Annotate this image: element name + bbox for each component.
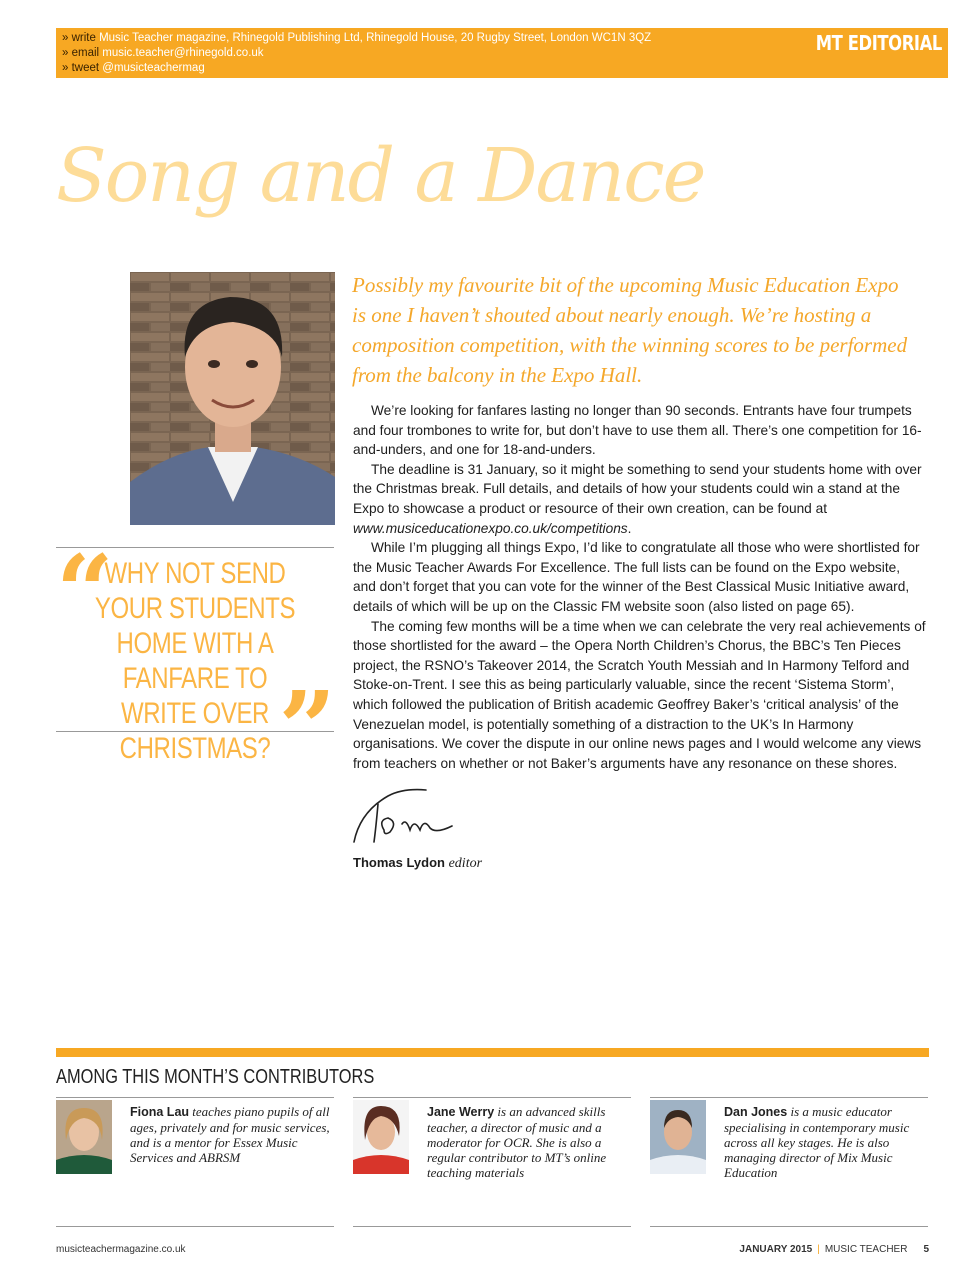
- contributor-card: [56, 1097, 334, 1227]
- contributor-card: [353, 1097, 631, 1227]
- footer-website[interactable]: musicteachermagazine.co.uk: [56, 1244, 186, 1255]
- body-paragraph: The coming few months will be a time when we can celebrate the very real achievements of those shortlisted for the award – the Opera North Children’s Chorus, the BBC’s Ten Pieces project, the RSNO’s Takeover 2014, the Scratch Youth Messiah and In Harmony Telford and Stoke-on-Trent. I see this as being particularly valuable, since the recent ‘Sistema Storm’, which followed the publication of British academic Geoffrey Baker’s ‘critical analysis’ of the Venezuelan model, is potentially something of a distraction to the UK’s In Harmony organisations. We cover the dispute in our online news pages and I would welcome any views from teachers on whether or not Baker’s arguments have any resonance on these shores.: [353, 618, 926, 771]
- article-body: [353, 401, 926, 773]
- contributor-bio: Jane Werry is an advanced skills teacher, a director of music and a moderator for OCR. She is also a regular contributor to MT’s online teaching materials: [427, 1104, 607, 1180]
- body-paragraph: While I’m plugging all things Expo, I’d like to congratulate all those who were shortlisted for the Music Teacher Awards For Excellence. The full lists can be found on the Expo website, and don’t forget that you can vote for the winner of the Best Classical Music Initiative award, details of which will be up on the Classic FM website soon (also listed on page 65).: [353, 540, 920, 614]
- editor-role: editor: [448, 856, 483, 871]
- avatar: [56, 1100, 112, 1174]
- contact-info: [62, 31, 651, 76]
- contributor-name: Dan Jones: [724, 1105, 788, 1119]
- footer-separator: |: [817, 1244, 820, 1255]
- contributor-bio: Fiona Lau teaches piano pupils of all ages, privately and for music services, and is a mentor for Essex Music Services and ABRSM: [130, 1104, 330, 1165]
- issue-date: JANUARY 2015: [739, 1244, 813, 1255]
- article-title: Song and a Dance: [56, 133, 705, 219]
- footer-issue-info: [739, 1244, 929, 1255]
- competition-link[interactable]: www.musiceducationexpo.co.uk/competitions: [353, 520, 628, 536]
- contributor-name: Jane Werry: [427, 1105, 495, 1119]
- contributor-card: [650, 1097, 928, 1227]
- editor-signature: [348, 782, 468, 852]
- contact-write: » write Music Teacher magazine, Rhinegold Publishing Ltd, Rhinegold House, 20 Rugby Street, London WC1N 3QZ: [62, 32, 652, 44]
- contributors-divider: [56, 1048, 929, 1057]
- editor-photo: [130, 272, 335, 525]
- close-quote-icon: ”: [278, 669, 336, 787]
- contributor-bio: Dan Jones is a music educator specialising in contemporary music across all key stages. He is also managing director of Mix Music Education: [724, 1104, 910, 1180]
- editor-name: Thomas Lydon: [353, 855, 445, 870]
- avatar: [650, 1100, 706, 1174]
- open-quote-icon: “: [56, 533, 114, 651]
- magazine-name: MUSIC TEACHER: [824, 1244, 908, 1255]
- page-number: 5: [923, 1244, 929, 1255]
- avatar: [353, 1100, 409, 1174]
- body-paragraph: We’re looking for fanfares lasting no longer than 90 seconds. Entrants have four trumpets and four trombones to write for, but don’t have to use them all. There’s one competition for 16-and-unders, and one for 18-and-unders.: [353, 403, 922, 458]
- header-bar: [56, 28, 948, 78]
- body-paragraph: The deadline is 31 January, so it might be something to send your students home with over the Christmas break. Full details, and details of how your students could win a stand at the Expo to showcase a product or resource of their own creation, can be found at www.musiceducationexpo.co.uk/competitions.: [353, 461, 922, 536]
- editor-credit: [353, 855, 482, 872]
- standfirst: Possibly my favourite bit of the upcoming Music Education Expo is one I haven’t shouted about nearly enough. We’re hosting a composition competition, with the winning scores to be performed from the balcony in the Expo Hall.: [352, 273, 908, 387]
- pull-quote: [56, 533, 336, 787]
- contributor-name: Fiona Lau: [130, 1105, 190, 1119]
- contributors-heading: AMONG THIS MONTH’S CONTRIBUTORS: [56, 1066, 375, 1088]
- contact-tweet[interactable]: » tweet @musicteachermag: [62, 62, 205, 74]
- pull-quote-text: WHY NOT SEND YOUR STUDENTS HOME WITH A FANFARE TO WRITE OVER CHRISTMAS?: [94, 557, 296, 765]
- contact-email[interactable]: » email music.teacher@rhinegold.co.uk: [62, 47, 264, 59]
- section-label: MT EDITORIAL: [815, 31, 942, 55]
